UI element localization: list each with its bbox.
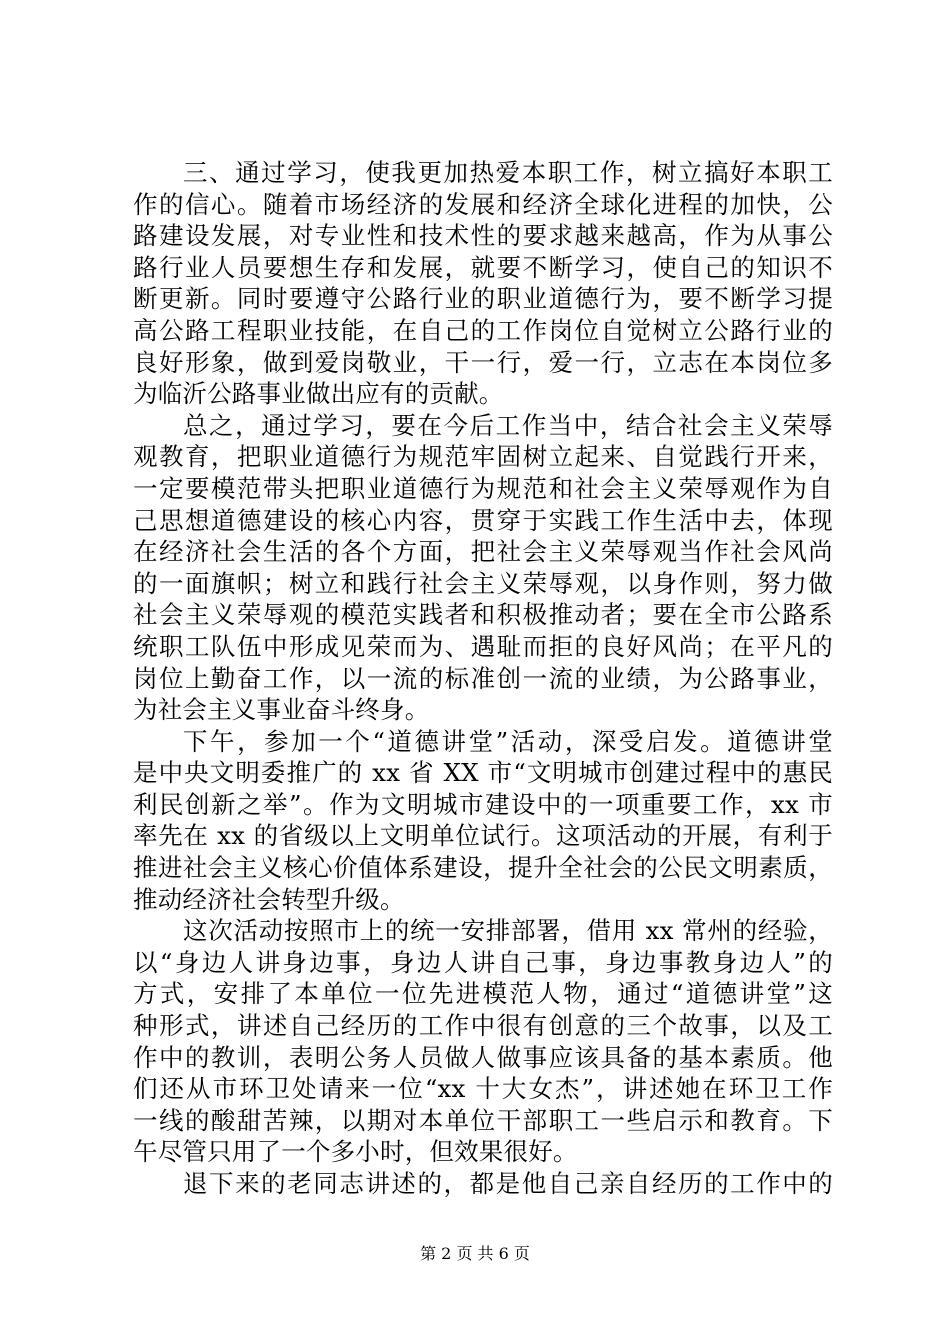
text-line: 路行业人员要想生存和发展，就要不断学习，使自己的知识不 (133, 252, 833, 282)
text-line: 作的信心。随着市场经济的发展和经济全球化进程的加快，公 (133, 189, 833, 219)
text-line: 作中的教训，表明公务人员做人做事应该具备的基本素质。他 (133, 1042, 833, 1072)
text-line: 总之，通过学习，要在今后工作当中，结合社会主义荣辱 (183, 410, 833, 440)
text-line: 下午，参加一个“道德讲堂”活动，深受启发。道德讲堂 (183, 726, 833, 756)
text-line: 为临沂公路事业做出应有的贡献。 (133, 379, 504, 409)
text-line: 推动经济社会转型升级。 (133, 884, 405, 914)
text-line: 为社会主义事业奋斗终身。 (133, 695, 430, 725)
text-line: 种形式，讲述自己经历的工作中很有创意的三个故事，以及工 (133, 1011, 833, 1041)
text-line: 三、通过学习，使我更加热爱本职工作，树立搞好本职工 (183, 158, 833, 187)
text-line: 一线的酸甜苦辣，以期对本单位干部职工一些启示和教育。下 (133, 1105, 833, 1135)
text-line: 观教育，把职业道德行为规范牢固树立起来、自觉践行开来， (133, 442, 833, 472)
text-line: 在经济社会生活的各个方面，把社会主义荣辱观当作社会风尚 (133, 537, 833, 567)
text-line: 率先在 xx 的省级以上文明单位试行。这项活动的开展，有利于 (133, 821, 833, 851)
text-line: 断更新。同时要遵守公路行业的职业道德行为，要不断学习提 (133, 284, 833, 314)
text-line: 退下来的老同志讲述的，都是他自己亲自经历的工作中的 (183, 1169, 833, 1198)
document-body (133, 157, 833, 1200)
text-line: 是中央文明委推广的 xx 省 XX 市“文明城市创建过程中的惠民 (133, 758, 833, 788)
text-line: 良好形象，做到爱岗敬业，干一行，爱一行，立志在本岗位多 (133, 347, 833, 377)
text-line: 一定要模范带头把职业道德行为规范和社会主义荣辱观作为自 (133, 473, 833, 503)
text-line: 的一面旗帜；树立和践行社会主义荣辱观，以身作则，努力做 (133, 568, 833, 598)
text-line: 统职工队伍中形成见荣而为、遇耻而拒的良好风尚；在平凡的 (133, 631, 833, 661)
page-number-footer: 第 2 页 共 6 页 (420, 1244, 530, 1263)
text-line: 们还从市环卫处请来一位“xx 十大女杰”，讲述她在环卫工作 (133, 1074, 833, 1104)
text-line: 午尽管只用了一个多小时，但效果很好。 (133, 1137, 578, 1167)
text-line: 方式，安排了本单位一位先进模范人物，通过“道德讲堂”这 (133, 979, 833, 1009)
text-line: 利民创新之举”。作为文明城市建设中的一项重要工作，xx 市 (133, 789, 833, 819)
text-line: 社会主义荣辱观的模范实践者和积极推动者；要在全市公路系 (133, 600, 833, 630)
text-line: 高公路工程职业技能，在自己的工作岗位自觉树立公路行业的 (133, 315, 833, 345)
text-line: 路建设发展，对专业性和技术性的要求越来越高，作为从事公 (133, 221, 833, 251)
text-line: 己思想道德建设的核心内容，贯穿于实践工作生活中去，体现 (133, 505, 833, 535)
text-line: 这次活动按照市上的统一安排部署，借用 xx 常州的经验， (183, 916, 833, 946)
text-line: 推进社会主义核心价值体系建设，提升全社会的公民文明素质， (133, 853, 833, 883)
text-line: 岗位上勤奋工作，以一流的标准创一流的业绩，为公路事业， (133, 663, 833, 693)
text-line: 以“身边人讲身边事，身边人讲自己事，身边事教身边人”的 (133, 947, 833, 977)
